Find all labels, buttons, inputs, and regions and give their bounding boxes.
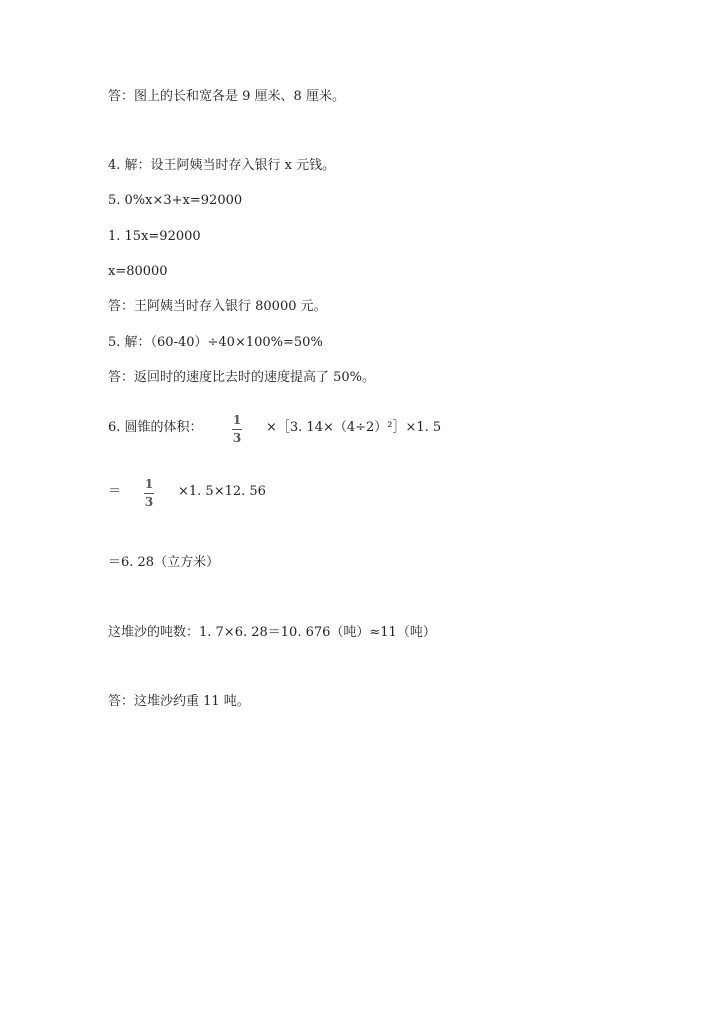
problem-5-solution: 5. 解：（60-40）÷40×100%=50%	[108, 335, 323, 350]
problem-6-prefix: 6. 圆锥的体积：	[108, 420, 203, 435]
problem-6-tonnage: 这堆沙的吨数：1. 7×6. 28＝10. 676（吨）≈11（吨）	[108, 625, 436, 640]
answer-6: 答：这堆沙约重 11 吨。	[108, 694, 250, 709]
problem-6-step: ×1. 5×12. 56	[178, 484, 266, 499]
fraction-bar	[144, 493, 154, 494]
fraction-denominator: 3	[144, 495, 154, 509]
fraction-bar	[232, 429, 242, 430]
fraction-denominator: 3	[232, 431, 242, 445]
answer-1: 答：图上的长和宽各是 9 厘米、8 厘米。	[108, 89, 345, 104]
answer-5: 答：返回时的速度比去时的速度提高了 50%。	[108, 370, 376, 385]
problem-6-volume-result: ＝6. 28（立方米）	[108, 555, 220, 570]
answer-4: 答：王阿姨当时存入银行 80000 元。	[108, 299, 327, 314]
problem-6-expression: ×［3. 14×（4÷2）²］×1. 5	[266, 420, 442, 435]
fraction-one-third-1	[232, 414, 242, 445]
equation-1: 5. 0%x×3+x=92000	[108, 193, 243, 208]
equals-sign: ＝	[108, 484, 122, 499]
equation-2: 1. 15x=92000	[108, 229, 201, 244]
problem-4-setup: 4. 解：设王阿姨当时存入银行 x 元钱。	[108, 158, 336, 173]
fraction-numerator: 1	[232, 413, 242, 427]
fraction-numerator: 1	[144, 477, 154, 491]
equation-3: x=80000	[108, 264, 168, 279]
fraction-one-third-2	[144, 478, 154, 509]
